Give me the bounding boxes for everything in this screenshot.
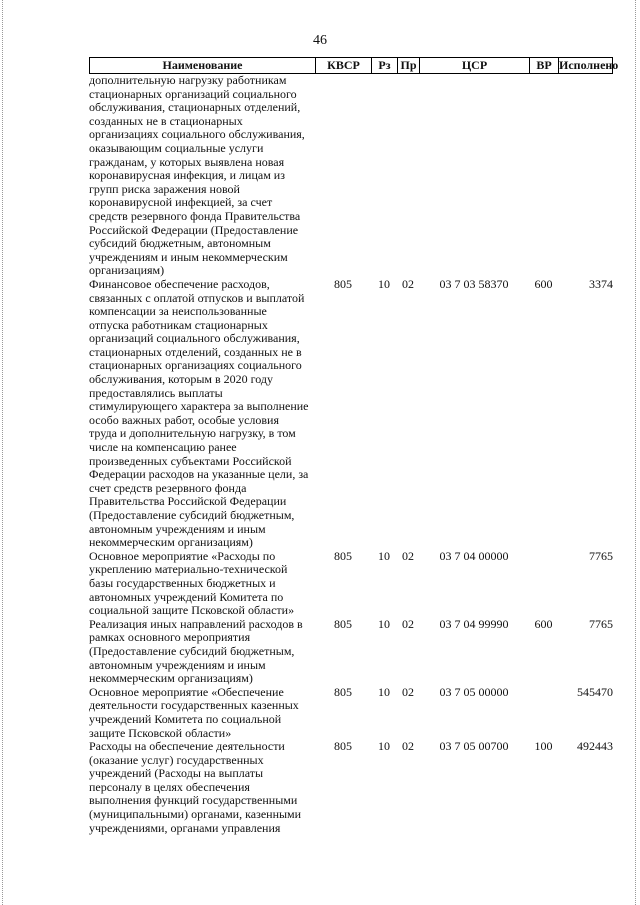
row-kvsr: 805 (334, 276, 352, 291)
header-executed: Исполнено (559, 58, 619, 72)
row-pr: 02 (402, 616, 414, 631)
row-executed: 7765 (589, 616, 613, 631)
row-rz: 10 (378, 684, 390, 699)
row-name: Финансовое обеспечение расходов, связанных с оплатой отпусков и выплатой компенсации за неиспользованные отпуска работникам стационарных организаций социального обслуживания, стационарных отделений, созданных не в стационарных организациях социального обслуживания, которым в 2020 году предоставлялись выплаты стимулирующего характера за выполнение особо важных работ, особые условия труда и дополнительную нагрузку, в том числе на компенсацию ранее произведенных субъектами Российской Федерации расходов на указанные цели, за счет средств резервного фонда Правительства Российской Федерации (Предоставление субсидий бюджетным, автономным учреждениям и иным некоммерческим организациям) (89, 276, 309, 550)
header-vr: ВР (530, 58, 559, 73)
header-csr: ЦСР (420, 58, 530, 73)
row-pr: 02 (402, 548, 414, 563)
header-name: Наименование (90, 58, 316, 73)
row-name: Основное мероприятие «Расходы по укреплению материально-технической базы государственных бюджетных и автономных учреждений Комитета по социальной защите Псковской области» (89, 548, 295, 618)
table-row (89, 74, 613, 278)
header-pr: Пр (398, 58, 420, 73)
row-pr: 02 (402, 276, 414, 291)
row-vr: 600 (534, 616, 553, 631)
row-executed: 3374 (589, 276, 613, 291)
table-row (89, 618, 613, 686)
budget-table (89, 57, 619, 835)
row-vr: 600 (534, 276, 553, 291)
row-executed: 7765 (589, 548, 613, 563)
row-name: Основное мероприятие «Обеспечение деятельности государственных казенных учреждений Комитета по социальной защите Псковской области» (89, 684, 299, 740)
page-number: 46 (313, 33, 327, 48)
row-executed: 492443 (577, 739, 613, 754)
row-rz: 10 (378, 276, 390, 291)
row-rz: 10 (378, 739, 390, 754)
row-kvsr: 805 (334, 616, 352, 631)
header-kvsr: КВСР (316, 58, 372, 73)
table-row (89, 550, 613, 618)
row-kvsr: 805 (334, 548, 352, 563)
header-rz: Рз (372, 58, 398, 73)
row-kvsr: 805 (334, 739, 352, 754)
row-rz: 10 (378, 548, 390, 563)
scan-edge-right (635, 0, 637, 905)
table-header (89, 57, 619, 74)
row-csr: 03 7 04 99990 (439, 616, 509, 631)
row-csr: 03 7 05 00700 (439, 739, 509, 754)
row-pr: 02 (402, 684, 414, 699)
row-rz: 10 (378, 616, 390, 631)
row-csr: 03 7 04 00000 (439, 548, 509, 563)
row-vr: 100 (534, 739, 553, 754)
row-kvsr: 805 (334, 684, 352, 699)
table-row (89, 740, 613, 835)
row-name: дополнительную нагрузку работникам стационарных организаций социального обслуживания, стационарных отделений, созданных не в стационарных организациях социального обслуживания, оказывающим социальные услуги гражданам, у которых выявлена новая коронавирусная инфекция, и лицам из групп риска заражения новой коронавирусной инфекцией, за счет средств резервного фонда Правительства Российской Федерации (Предоставление субсидий бюджетным, автономным учреждениям и иным некоммерческим организациям) (89, 73, 305, 278)
scan-edge-left (2, 0, 4, 905)
row-name: Реализация иных направлений расходов в рамках основного мероприятия (Предоставление субсидий бюджетным, автономным учреждениям и иным некоммерческим организациям) (89, 616, 303, 686)
table-row (89, 686, 613, 740)
row-csr: 03 7 05 00000 (439, 684, 509, 699)
row-executed: 545470 (577, 684, 613, 699)
row-pr: 02 (402, 739, 414, 754)
row-csr: 03 7 03 58370 (439, 276, 509, 291)
table-row (89, 278, 613, 550)
row-name: Расходы на обеспечение деятельности (оказание услуг) государственных учреждений (Расходы на выплаты персоналу в целях обеспечения выполнения функций государственными (муниципальными) органами, казенными учреждениями, органами управления (89, 739, 302, 835)
